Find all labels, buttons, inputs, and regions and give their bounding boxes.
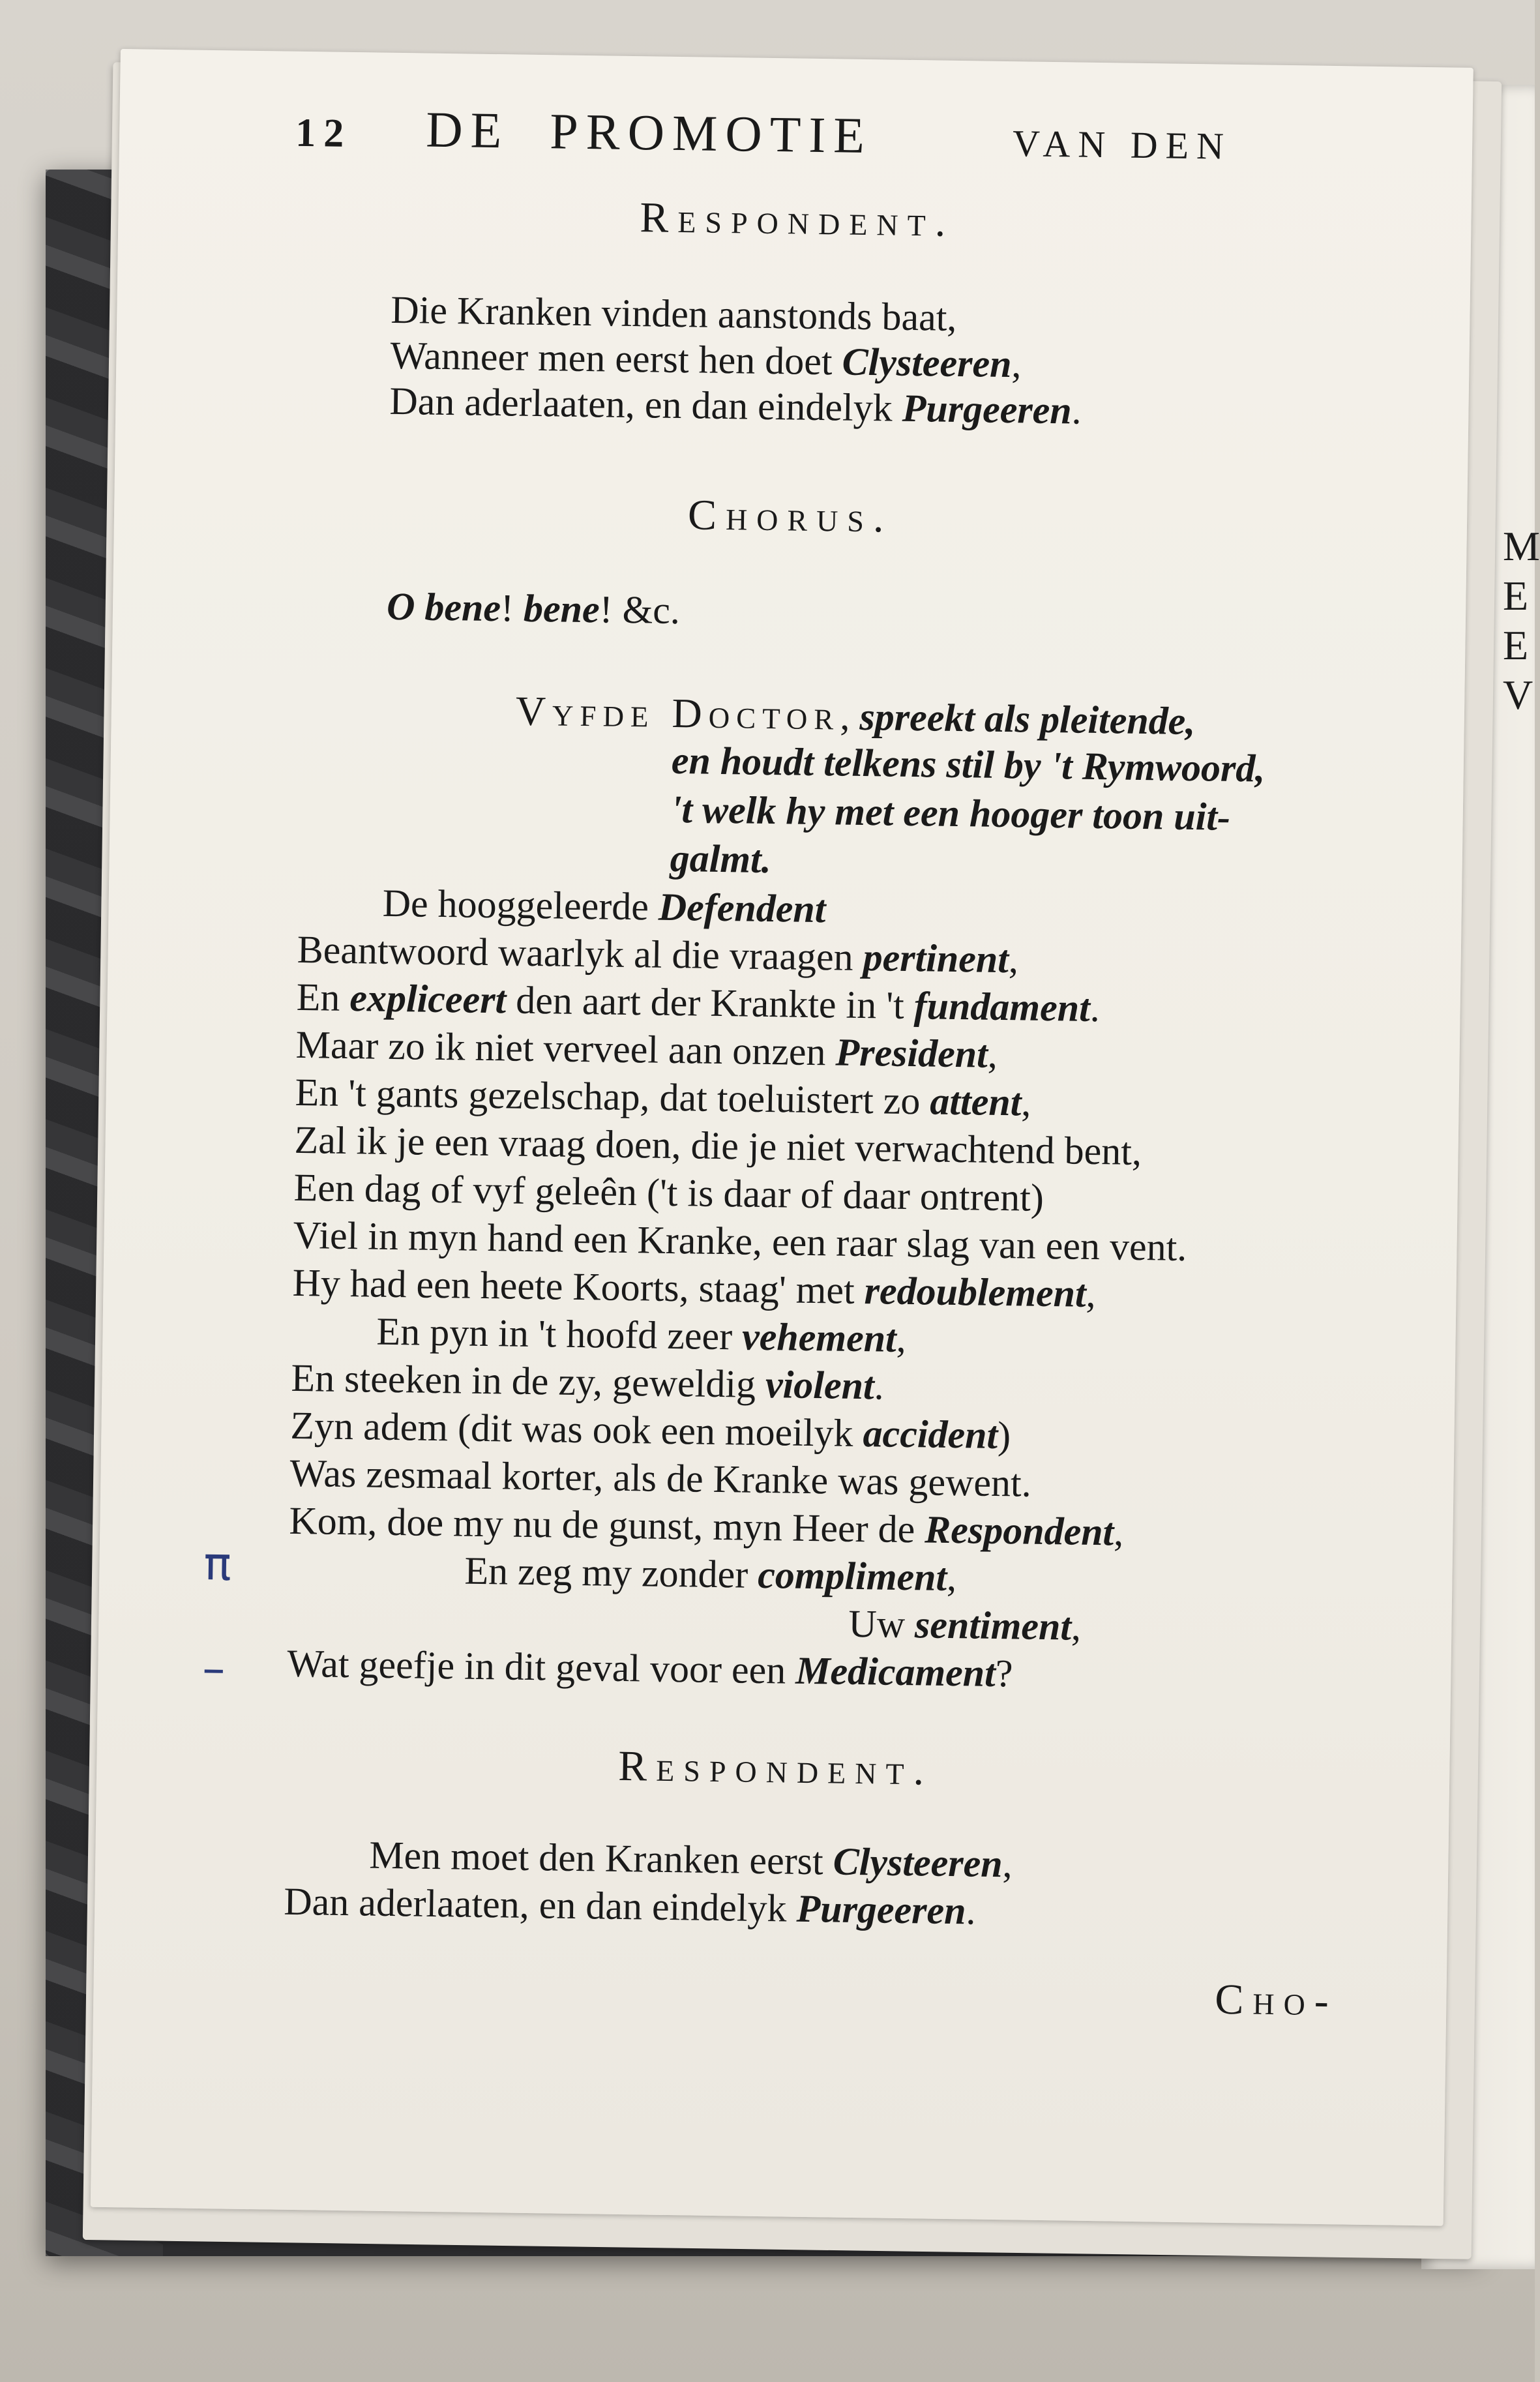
- running-head-word2: PROMOTIE: [549, 102, 873, 164]
- verse-line: [389, 379, 1082, 434]
- verse-text: Een dag of vyf geleên ('t is daar of daar ontrent): [293, 1165, 1044, 1219]
- stage-direction: 't welk hy met een hooger toon uit-: [670, 787, 1231, 839]
- verse-text: Men moet den Kranken eerst: [368, 1833, 834, 1883]
- verse-text: ,: [1008, 938, 1019, 981]
- verse-line: [376, 1309, 906, 1362]
- verse-italic: Medicament: [795, 1648, 996, 1695]
- verse-line: [848, 1601, 1082, 1650]
- book-page: [91, 49, 1473, 2226]
- verse-text: Kom, doe my nu de gunst, myn Heer de: [289, 1498, 925, 1551]
- verse-text: De hooggeleerde: [382, 881, 659, 929]
- verse-italic: redoublement: [864, 1269, 1087, 1315]
- running-head-word3: VAN DEN: [1012, 122, 1232, 168]
- verse-italic: Purgeeren: [902, 386, 1073, 432]
- verse-text: En pyn in 't hoofd zeer: [376, 1309, 743, 1358]
- verse-italic: pertinent: [863, 936, 1009, 981]
- verse-italic: bene: [523, 586, 600, 631]
- verse-text: ,: [1002, 1842, 1013, 1886]
- verse-text: Dan aderlaaten, en dan eindelyk: [283, 1879, 797, 1930]
- verse-text: ): [997, 1413, 1011, 1457]
- respondent-heading: Respondent.: [639, 194, 955, 246]
- verse-line: [289, 1451, 1031, 1506]
- verse-italic: Purgeeren: [796, 1886, 967, 1933]
- stage-direction: galmt.: [670, 836, 772, 882]
- verse-text: Beantwoord waarlyk al die vraagen: [297, 927, 864, 979]
- verse-line: [382, 881, 826, 932]
- verse-text: Zal ik je een vraag doen, die je niet verwachtend bent,: [294, 1118, 1142, 1174]
- verse-line: [291, 1356, 884, 1409]
- verse-line: [290, 1403, 1011, 1458]
- verse-line: [294, 1118, 1142, 1174]
- verse-line: [292, 1260, 1096, 1317]
- verse-text: En steeken in de zy, geweldig: [291, 1356, 766, 1407]
- verse-italic: accident: [863, 1412, 998, 1457]
- facing-page-letters: M E E V: [1503, 523, 1540, 718]
- speaker-line: [515, 687, 1196, 745]
- verse-text: Dan aderlaaten, en dan eindelyk: [389, 379, 903, 430]
- verse-line: [369, 1833, 1013, 1887]
- verse-italic: Respondent: [924, 1508, 1114, 1554]
- verse-line: [293, 1165, 1044, 1221]
- verse-line: [284, 1879, 976, 1934]
- verse-text: En zeg my zonder: [464, 1549, 758, 1596]
- verse-text: ,: [840, 694, 860, 738]
- verse-text: .: [874, 1364, 885, 1408]
- verse-text: .: [1089, 986, 1101, 1030]
- verse-text: .: [966, 1889, 977, 1933]
- margin-pen-dash: –: [201, 1641, 226, 1695]
- verse-text: ,: [946, 1555, 957, 1600]
- verse-italic: attent: [929, 1079, 1022, 1124]
- verse-text: Hy had een heete Koorts, staag' met: [292, 1260, 865, 1313]
- verse-line: [295, 1022, 998, 1077]
- verse-text: En: [296, 975, 350, 1020]
- running-head-word1: DE: [425, 100, 510, 159]
- verse-text: Was zesmaal korter, als de Kranke was gewent.: [289, 1451, 1032, 1505]
- verse-line: [390, 333, 1022, 387]
- verse-text: ,: [1071, 1605, 1082, 1648]
- verse-line: [464, 1549, 957, 1601]
- verse-text: ,: [1020, 1080, 1031, 1124]
- verse-italic: fundament: [913, 984, 1091, 1030]
- verse-text: ,: [1113, 1510, 1124, 1554]
- verse-text: ,: [896, 1317, 907, 1361]
- verse-italic: violent: [765, 1363, 875, 1408]
- verse-text: den aart der Krankte in 't: [505, 978, 915, 1028]
- margin-pen-mark: π: [203, 1537, 232, 1591]
- chorus-heading: Chorus.: [687, 491, 894, 542]
- stage-direction: spreekt als pleitende,: [859, 694, 1196, 743]
- respondent-heading: Respondent.: [617, 1742, 934, 1794]
- verse-italic: Defendent: [658, 885, 826, 931]
- page-number: 12: [295, 110, 352, 156]
- verse-line: [289, 1498, 1124, 1555]
- verse-line: [287, 1641, 1013, 1697]
- verse-text: Maar zo ik niet verveel aan onzen: [295, 1022, 837, 1074]
- verse-text: ,: [1011, 342, 1022, 386]
- verse-italic: sentiment: [914, 1603, 1072, 1648]
- verse-italic: O bene: [386, 584, 501, 630]
- verse-text: En 't gants gezelschap, dat toeluistert zo: [295, 1070, 930, 1123]
- verse-text: Viel in myn hand een Kranke, een raar slag van een vent.: [293, 1213, 1187, 1270]
- verse-text: ?: [995, 1651, 1013, 1695]
- verse-line: [296, 975, 1100, 1031]
- verse-text: .: [1071, 389, 1082, 432]
- verse-text: Zyn adem (dit was ook een moeilyk: [290, 1403, 864, 1455]
- verse-italic: vehement: [741, 1315, 897, 1360]
- verse-italic: expliceert: [349, 976, 507, 1022]
- verse-text: Wanneer men eerst hen doet: [390, 333, 843, 383]
- verse-italic: President: [835, 1030, 988, 1076]
- catchword: Cho-: [1214, 1975, 1339, 2025]
- verse-text: ,: [987, 1032, 998, 1076]
- stage-direction: en houdt telkens stil by 't Rymwoord,: [671, 738, 1266, 790]
- verse-line: [391, 288, 957, 340]
- verse-italic: Clysteeren: [842, 340, 1013, 386]
- verse-text: ,: [1086, 1272, 1097, 1316]
- verse-text: Uw: [848, 1601, 915, 1646]
- verse-italic: Clysteeren: [833, 1839, 1003, 1886]
- verse-text: Die Kranken vinden aanstonds baat,: [390, 288, 957, 339]
- verse-line: [295, 1070, 1031, 1125]
- verse-text: ! &c.: [599, 588, 681, 633]
- verse-text: Wat geefje in dit geval voor een: [286, 1641, 796, 1692]
- verse-text: !: [500, 586, 524, 630]
- doctor-name: Vyfde Doctor: [515, 687, 840, 739]
- verse-line: [297, 927, 1018, 982]
- verse-line: [387, 584, 681, 633]
- verse-italic: compliment: [757, 1553, 947, 1599]
